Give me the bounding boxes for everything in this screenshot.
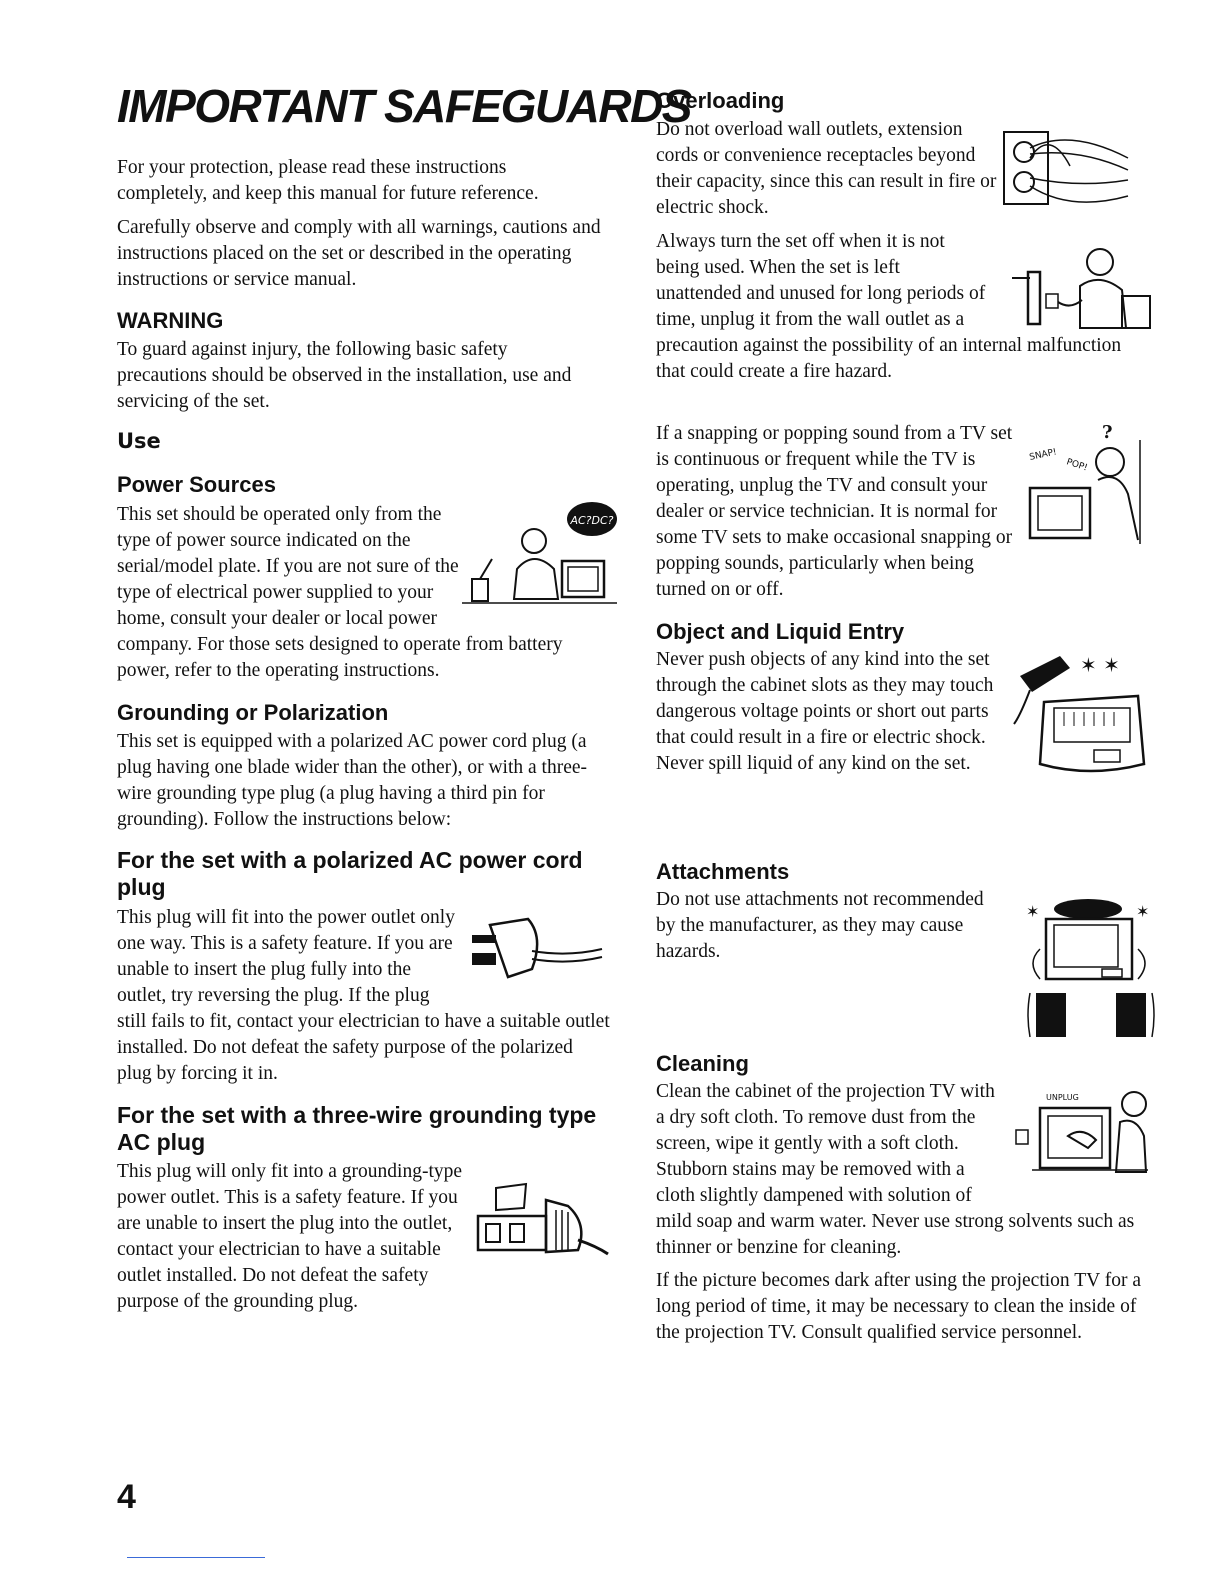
svg-text:AC?DC?: AC?DC? [570,514,614,527]
power-sources-text-top-narrow: This set should be operated only from the type of power source indicated on the serial/model plate. If you are not sure of the type of electrical power supplied to your home, consult your dealer or local power [117,504,459,629]
overloading-text-2-wrap-narrow: Always turn the set off when it is not being used. When the set is left unattended and unused for long periods of time, unplug it from the wall outlet as a [656,231,986,330]
attachments-illustration [1026,893,1156,1043]
three-wire-text-wrap-narrow: This plug will only fit into a grounding-type power outlet. This is a safety feature. If you are unable to insert the plug into the outlet, contact your electrician to have a suitable outlet installed. Do not defeat the safety [117,1161,463,1286]
overloading-text-1: Do not overload wall outlets, extension cords or convenience receptacles beyond their capacity, since this can result in fire or electric shock. [656,119,997,218]
intro-paragraph-2: Carefully observe and comply with all warnings, cautions and instructions placed on the set or described in the operating instructions or service manual. [117,217,601,290]
three-wire-text-wrap-full: purpose of the grounding plug. [117,1291,359,1312]
warning-text: To guard against injury, the following basic safety precautions should be observed in the installation, use and servicing of the set. [117,339,572,412]
use-heading: Use [117,429,161,453]
grounding-heading: Grounding or Polarization [117,700,389,725]
overloading-text-2-wrap-full: precaution against the possibility of an internal malfunction that could create a fire hazard. [656,335,1122,382]
cleaning-text-1-wrap [656,1079,1144,1261]
page-number: 4 [117,1478,136,1516]
footer-rule [127,1557,265,1558]
polarized-heading: For the set with a polarized AC power cord plug [117,847,583,900]
cleaning-heading: Cleaning [656,1051,749,1076]
polarized-text-wrap-full: still fails to fit, contact your electrician to have a suitable outlet installed. Do not defeat the safety purpose of the polarized plug by forcing it in. [117,1011,610,1084]
svg-text:✶ ✶: ✶ ✶ [1080,653,1120,677]
intro-paragraph-1: For your protection, please read these instructions completely, and keep this manual for future reference. [117,157,539,204]
object-liquid-text: Never push objects of any kind into the set through the cabinet slots as they may touch dangerous voltage points or short out parts that could result in a fire or electric shock. Never spill liquid of any kind on the set. [656,649,994,774]
warning-heading: WARNING [117,308,224,333]
attachments-text: Do not use attachments not recommended by the manufacturer, as they may cause hazards. [656,889,984,962]
grounding-text: This set is equipped with a polarized AC power cord plug (a plug having one blade wider than the other), or with a three-wire grounding type plug (a plug having a third pin for grounding). Follow the instructions below: [117,731,588,830]
three-wire-heading: For the set with a three-wire grounding type AC plug [117,1102,597,1155]
overloading-text-2-wrap [656,229,1144,385]
overloaded-outlet-illustration [1000,118,1130,214]
power-sources-text-top [117,502,563,684]
polarized-text-wrap [117,905,612,1087]
svg-text:✶: ✶ [1026,902,1040,921]
polarized-text-wrap-narrow: This plug will fit into the power outlet only one way. This is a safety feature. If you are unable to insert the plug fully into the outlet, try reversing the plug. If the plug [117,907,455,1006]
overloading-text-3: If a snapping or popping sound from a TV set is continuous or frequent while the TV is operating, unplug the TV and consult your dealer or service technician. It is normal for some TV sets to make occasional snapping or popping sounds, particularly when being turned on or off. [656,423,1013,600]
overloading-heading: Overloading [656,88,785,113]
cleaning-text-1-wrap-full: mild soap and warm water. Never use strong solvents such as thinner or benzine for cleaning. [656,1211,1135,1258]
cleaning-text-1-wrap-narrow: Clean the cabinet of the projection TV with a dry soft cloth. To remove dust from the screen, wipe it gently with a soft cloth. Stubborn stains may be removed with a cloth slightly dampened with solution of [656,1081,995,1206]
cleaning-text-2: If the picture becomes dark after using the projection TV for a long period of time, it may be necessary to clean the inside of the projection TV. Consult qualified service personnel. [656,1270,1141,1343]
power-sources-text-top-full: company. For those sets designed to operate from battery power, refer to the operating instructions. [117,634,563,681]
svg-text:?: ? [1102,422,1113,443]
power-sources-heading: Power Sources [117,472,276,497]
svg-text:SNAP!: SNAP! [1028,447,1058,463]
svg-text:✶: ✶ [1136,902,1150,921]
attachments-heading: Attachments [656,859,790,884]
object-liquid-heading: Object and Liquid Entry [656,619,905,644]
page-title: IMPORTANT SAFEGUARDS [117,80,691,132]
power-source-illustration [462,497,622,609]
svg-text:POP!: POP! [1065,457,1089,474]
liquid-spill-illustration [1010,646,1150,786]
three-wire-text-wrap [117,1159,612,1315]
popping-sound-illustration [1028,420,1158,550]
svg-text:UNPLUG: UNPLUG [1046,1093,1079,1102]
